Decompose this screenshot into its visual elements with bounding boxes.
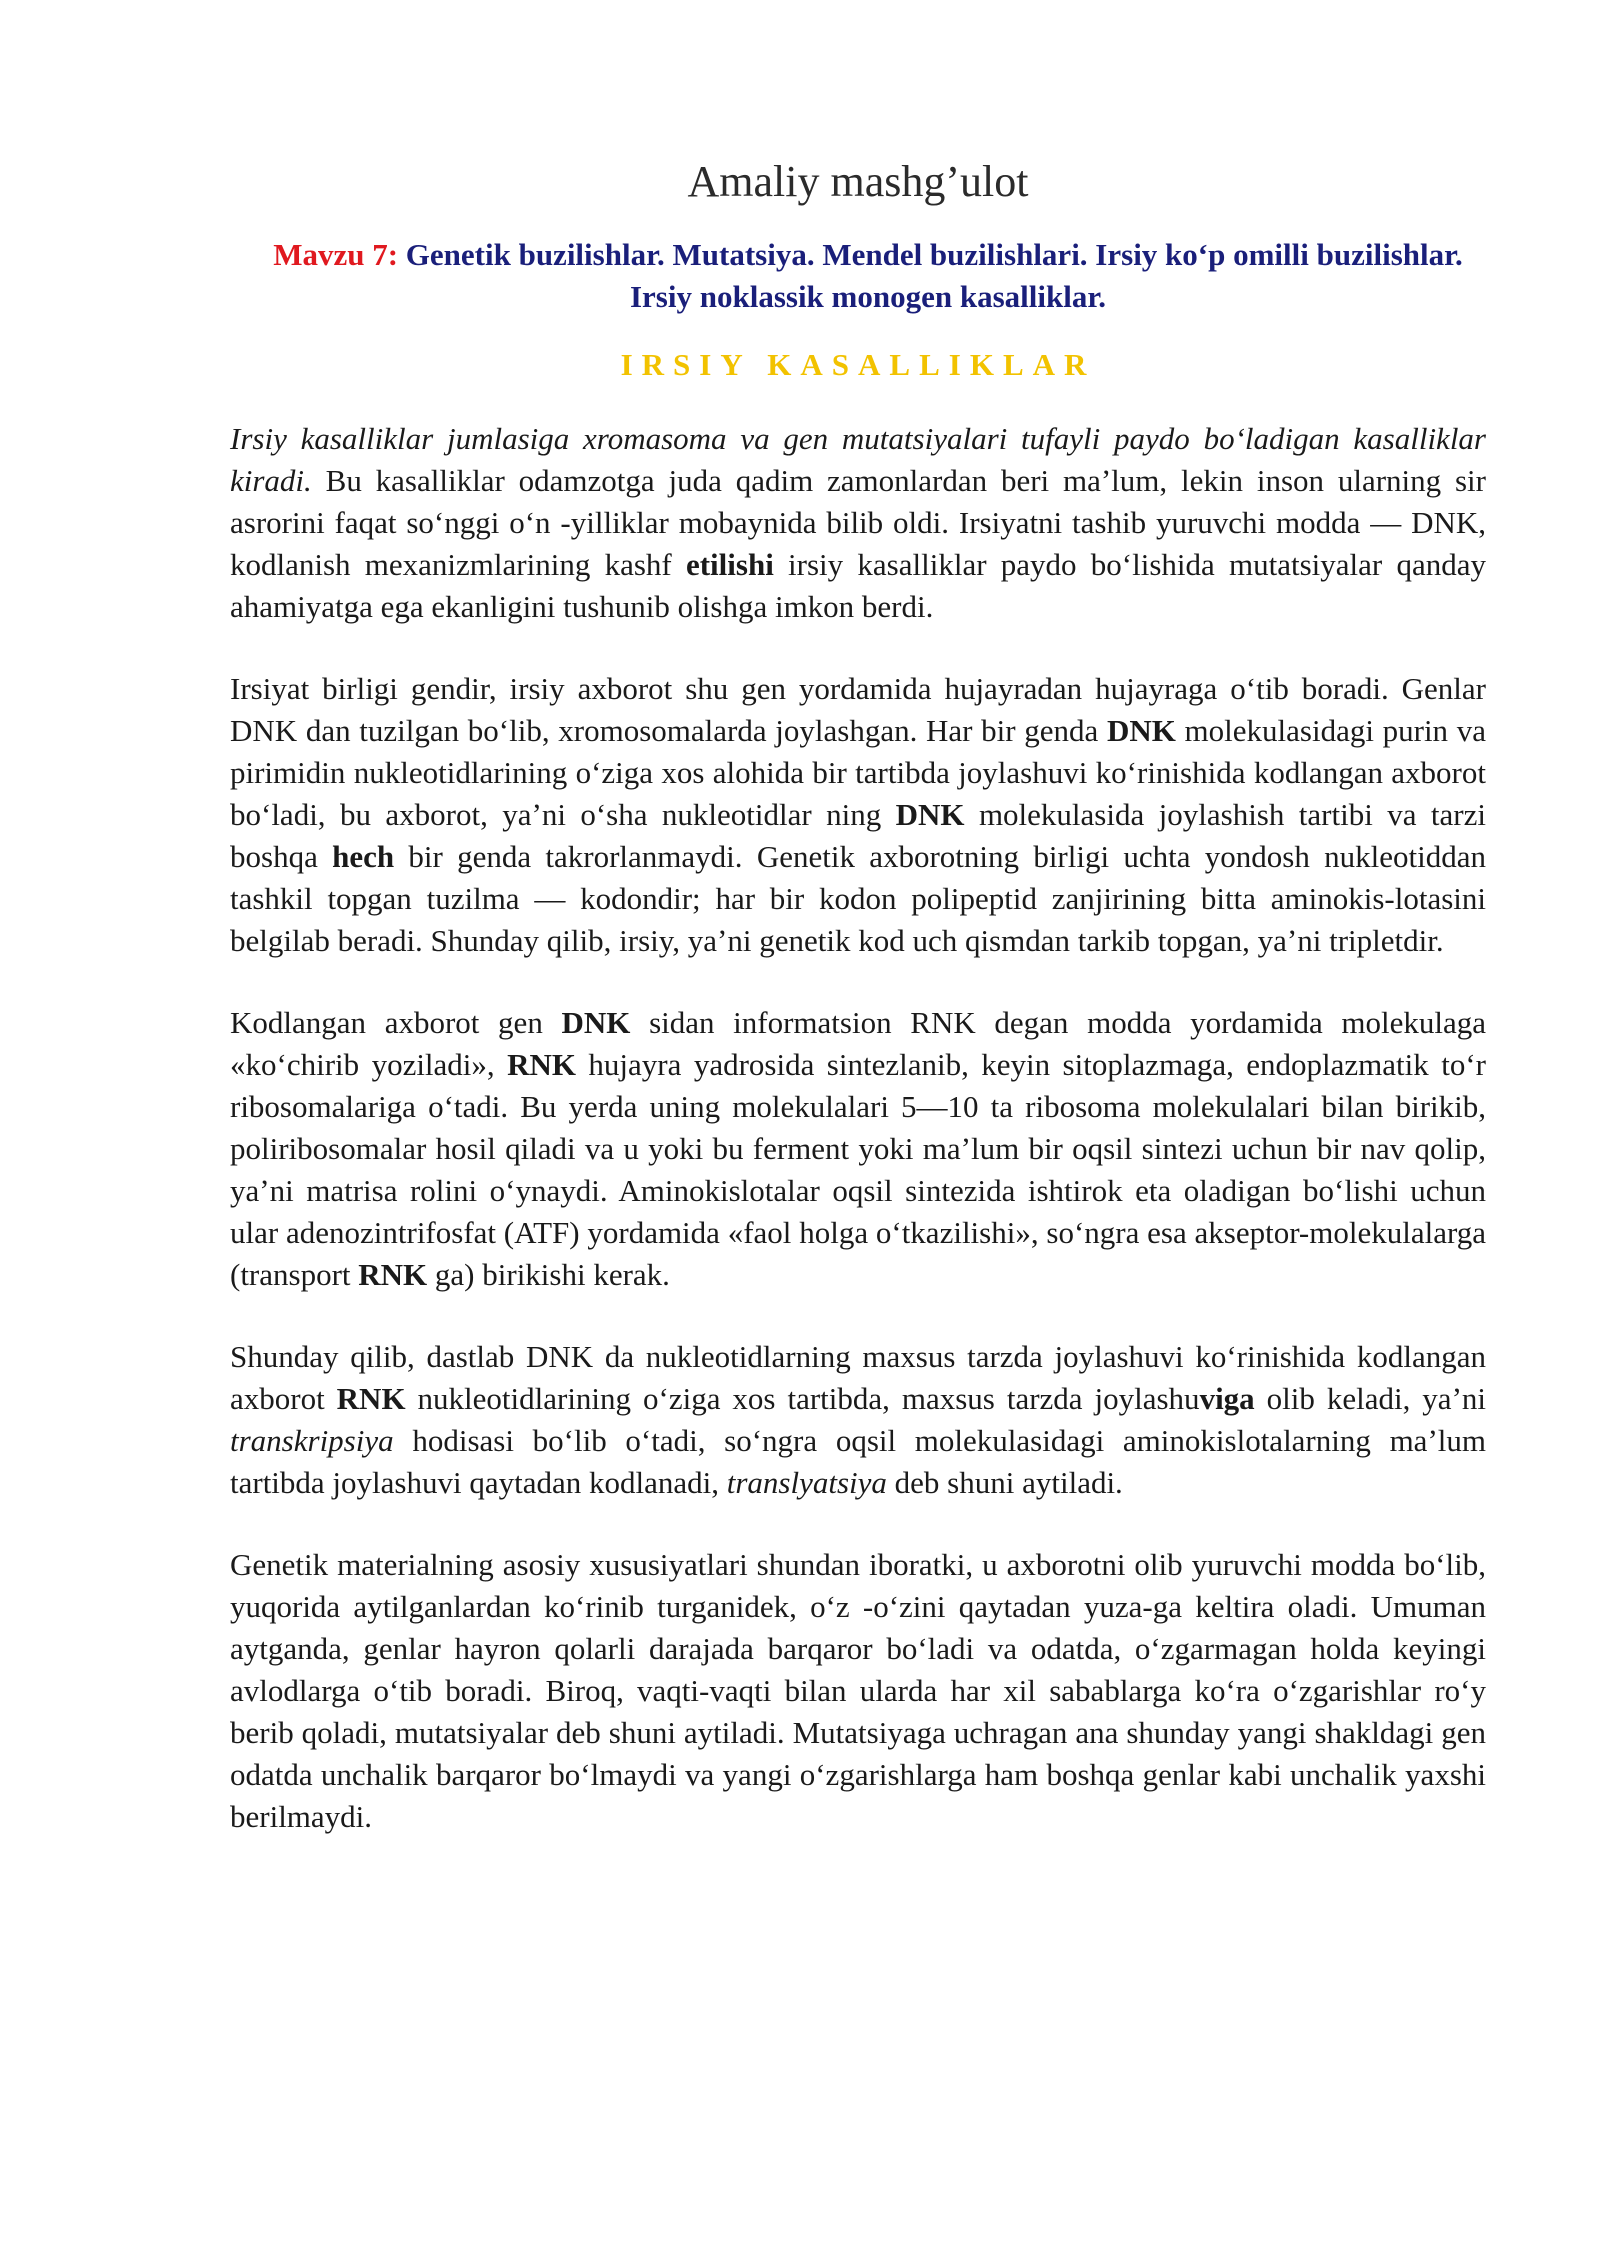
paragraph-text-segment: Irsiy kasalliklar jumlasiga xromasoma va gen mutatsiyalari tufayli paydo boʻladigan kasalliklar kiradi.	[230, 421, 1486, 498]
document-body	[230, 150, 1486, 1878]
paragraphs-container	[230, 418, 1486, 1838]
paragraph-text-segment: bir genda takrorlanmaydi. Genetik axborotning birligi uchta yondosh nukleotiddan tashkil topgan tuzilma — kodondir; har bir kodon polipeptid zanjirining bitta aminokis-lotasini belgilab beradi. Shunday qilib, irsiy, yaʼni genetik kod uch qismdan tarkib topgan, yaʼni tripletdir.	[230, 839, 1486, 958]
paragraph-text-segment: Genetik materialning asosiy xususiyatlari shundan iboratki, u axborotni olib yuruvchi modda boʻlib, yuqorida aytilganlardan koʻrinib turganidek, oʻz -oʻzini qaytadan yuza-ga keltira oladi. Umuman aytganda, genlar hayron qolarli darajada barqaror boʻladi va odatda, oʻzgarmagan holda keyingi avlodlarga oʻtib boradi. Biroq, vaqti-vaqti bilan ularda har xil sabablarga koʻra oʻzgarishlar roʻy berib qoladi, mutatsiyalar deb shuni aytiladi. Mutatsiyaga uchragan ana shunday yangi shakldagi gen odatda unchalik barqaror boʻlmaydi va yangi oʻzgarishlarga ham boshqa genlar kabi unchalik yaxshi berilmaydi.	[230, 1547, 1486, 1834]
section-heading: IRSIY KASALLIKLAR	[620, 347, 1096, 382]
body-paragraph	[230, 418, 1486, 628]
paragraph-text-segment: nukleotidlarining oʻziga xos tartibda, maxsus tarzda joylashu	[405, 1381, 1200, 1416]
paragraph-text-segment: hodisasi boʻlib oʻtadi, soʻngra oqsil molekulasidagi aminokislotalarning maʼlum tartibda joylashuvi qaytadan kodlanadi,	[230, 1423, 1486, 1500]
paragraph-text-segment: viga	[1199, 1381, 1255, 1416]
topic-label: Mavzu 7:	[273, 237, 399, 272]
paragraph-text-segment: DNK	[1106, 713, 1176, 748]
paragraph-text-segment: translyatsiya	[726, 1465, 887, 1500]
paragraph-text-segment: DNK	[561, 1005, 631, 1040]
paragraph-text-segment: Kodlangan axborot gen	[230, 1005, 562, 1040]
paragraph-text-segment: DNK	[895, 797, 965, 832]
page-title: Amaliy mashg’ulot	[687, 157, 1029, 206]
paragraph-text-segment: RNK	[507, 1047, 576, 1082]
body-paragraph	[230, 1336, 1486, 1504]
body-paragraph	[230, 1544, 1486, 1838]
paragraph-text-segment: sidan informatsion RNK degan modda yordamida molekulaga «koʻchirib yoziladi»,	[230, 1005, 1486, 1082]
paragraph-text-segment: irsiy kasalliklar paydo boʻlishida mutatsiyalar qanday ahamiyatga ega ekanligini tushunib olishga imkon berdi.	[230, 547, 1486, 624]
paragraph-text-segment: RNK	[336, 1381, 406, 1416]
topic-heading	[230, 234, 1486, 318]
paragraph-text-segment: deb shuni aytiladi.	[886, 1465, 1123, 1500]
topic-text: Genetik buzilishlar. Mutatsiya. Mendel buzilishlari. Irsiy koʻp omilli buzilishlar. Irsiy noklassik monogen kasalliklar.	[405, 237, 1463, 314]
paragraph-text-segment: molekulasidagi purin va pirimidin nukleotidlarining oʻziga xos alohida bir tartibda joylashuvi koʻrinishida kodlangan axborot boʻladi, bu axborot, yaʼni oʻsha nukleotidlar ning	[230, 713, 1486, 832]
paragraph-text-segment: ga) birikishi kerak.	[427, 1257, 670, 1292]
paragraph-text-segment: olib keladi, yaʼni	[1254, 1381, 1487, 1416]
body-paragraph	[230, 668, 1486, 962]
paragraph-text-segment: transkripsiya	[230, 1423, 394, 1458]
paragraph-text-segment: molekulasida joylashish tartibi va tarzi boshqa	[230, 797, 1486, 874]
paragraph-text-segment: etilishi	[685, 547, 774, 582]
paragraph-text-segment: Bu kasalliklar odamzotga juda qadim zamonlardan beri maʼlum, lekin inson ularning sir asrorini faqat soʻnggi oʻn -yilliklar mobaynida bilib oldi. Irsiyatni tashib yuruvchi modda — DNK, kodlanish mexanizmlarining kashf	[230, 463, 1486, 582]
paragraph-text-segment: hujayra yadrosida sintezlanib, keyin sitoplazmaga, endoplazmatik toʻr ribosomalariga oʻtadi. Bu yerda uning molekulalari 5—10 ta ribosoma molekulalari bilan birikib, poliribosomalar hosil qiladi va u yoki bu ferment yoki maʼlum bir oqsil sintezi uchun bir nav qolip, yaʼni matrisa rolini oʻynaydi. Aminokislotalar oqsil sintezida ishtirok eta oladigan boʻlishi uchun ular adenozintrifosfat (ATF) yordamida «faol holga oʻtkazilishi», soʻngra esa akseptor-molekulalarga (transport	[230, 1047, 1486, 1292]
paragraph-text-segment: hech	[332, 839, 395, 874]
paragraph-text-segment: RNK	[358, 1257, 428, 1292]
paragraph-text-segment: Shunday qilib, dastlab DNK da nukleotidlarning maxsus tarzda joylashuvi koʻrinishida kodlangan axborot	[230, 1339, 1486, 1416]
body-paragraph	[230, 1002, 1486, 1296]
paragraph-text-segment: Irsiyat birligi gendir, irsiy axborot shu gen yordamida hujayradan hujayraga oʻtib boradi. Genlar DNK dan tuzilgan boʻlib, xromosomalarda joylashgan. Har bir genda	[230, 671, 1486, 748]
